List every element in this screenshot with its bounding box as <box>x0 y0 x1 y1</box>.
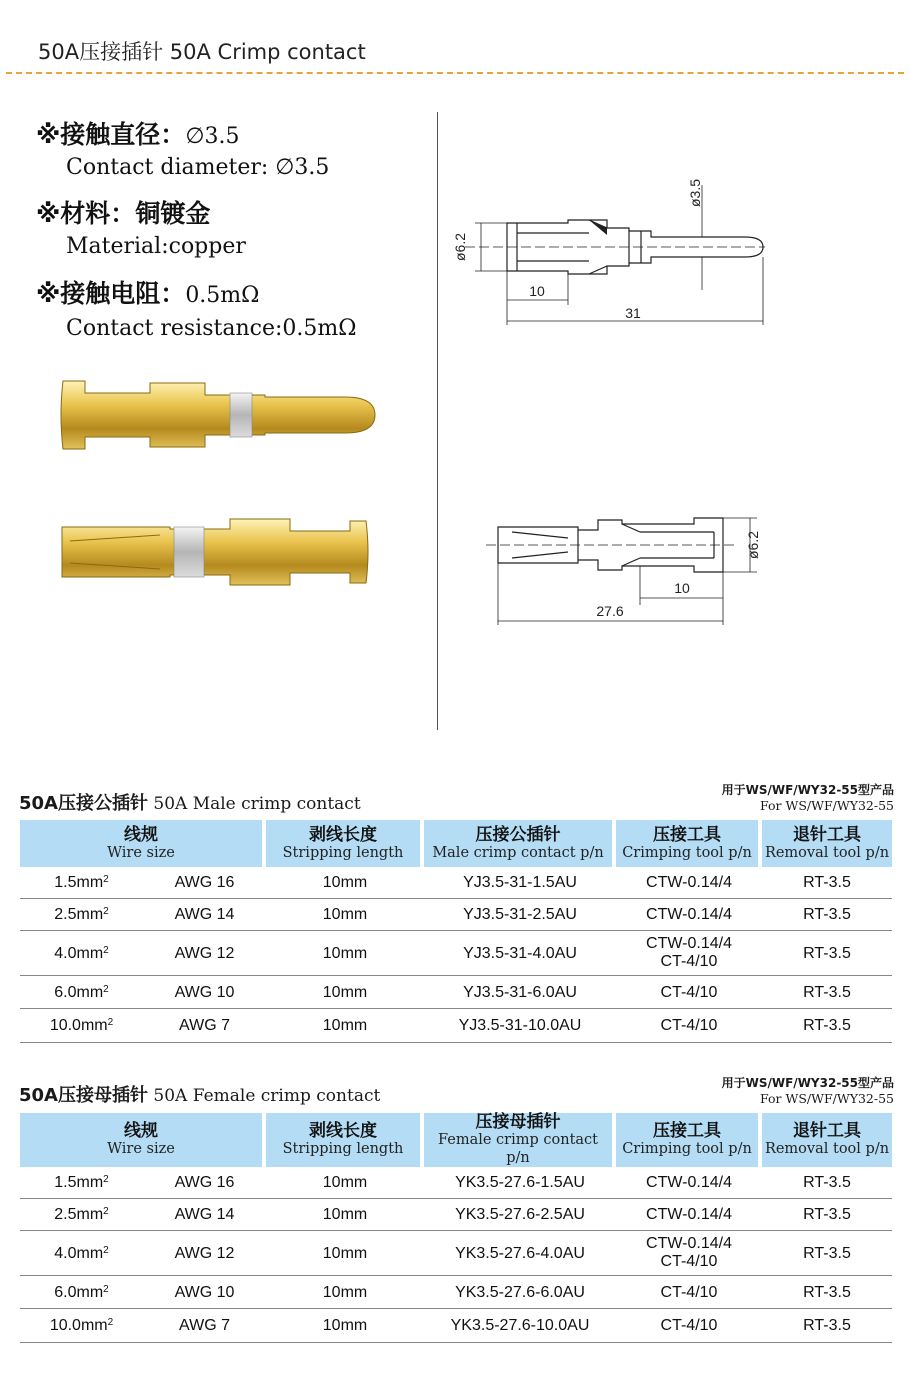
page-title: 50A压接插针 50A Crimp contact <box>38 40 366 64</box>
spec-material-en: Material:copper <box>66 234 246 259</box>
male-table-note-cn: 用于WS/WF/WY32-55型产品 <box>721 783 894 797</box>
spec-diameter-label: ※接触直径： <box>36 120 186 149</box>
spec-resistance-cn <box>36 274 259 310</box>
female-contact-photo <box>60 517 372 587</box>
male-table-title-en: 50A Male crimp contact <box>153 794 361 814</box>
female-table-title <box>19 1081 380 1107</box>
male-table-note <box>722 783 894 813</box>
male-table-note-en: For WS/WF/WY32-55 <box>760 798 894 813</box>
male-col-wire-size: 线规 Wire size <box>20 820 266 867</box>
male-table-title <box>19 789 361 815</box>
male-col-removal-tool: 退针工具 Removal tool p/n <box>762 820 892 867</box>
male-table-title-cn: 50A压接公插针 <box>19 793 148 814</box>
male-total-length-label: 31 <box>625 305 641 321</box>
table-row: $4.0mm^2$ AWG 12 10mm YK3.5-27.6-4.0AU CTW-0.14/4 CT-4/10 RT-3.5 <box>20 1231 892 1276</box>
spec-material-label: ※材料： <box>36 199 136 228</box>
female-col-part-number: 压接母插针 Female crimp contact p/n <box>424 1113 616 1167</box>
female-table-note <box>722 1076 894 1106</box>
table-row: $10.0mm^2$ AWG 7 10mm YJ3.5-31-10.0AU CT-4/10 RT-3.5 <box>20 1009 892 1043</box>
table-row: $2.5mm^2$ AWG 14 10mm YJ3.5-31-2.5AU CTW-0.14/4 RT-3.5 <box>20 899 892 931</box>
spec-material-value: 铜镀金 <box>135 199 211 228</box>
female-col-removal-tool: 退针工具 Removal tool p/n <box>762 1113 892 1167</box>
male-col-crimp-tool: 压接工具 Crimping tool p/n <box>616 820 762 867</box>
table-row: $1.5mm^2$ AWG 16 10mm YJ3.5-31-1.5AU CTW-0.14/4 RT-3.5 <box>20 867 892 899</box>
female-total-length-label: 27.6 <box>596 603 624 619</box>
female-table-note-en: For WS/WF/WY32-55 <box>760 1091 894 1106</box>
spec-diameter-cn <box>36 115 239 151</box>
spec-diameter-en: Contact diameter: ∅3.5 <box>66 155 330 180</box>
male-col-stripping: 剥线长度 Stripping length <box>266 820 424 867</box>
male-pin-diameter-label: ø3.5 <box>687 178 703 208</box>
female-table-note-cn: 用于WS/WF/WY32-55型产品 <box>721 1076 894 1090</box>
table-row: $4.0mm^2$ AWG 12 10mm YJ3.5-31-4.0AU CTW-0.14/4 CT-4/10 RT-3.5 <box>20 931 892 976</box>
male-contact-photo <box>55 375 385 455</box>
female-contact-drawing <box>482 510 782 630</box>
female-col-stripping: 剥线长度 Stripping length <box>266 1113 424 1167</box>
female-contact-table <box>20 1113 892 1343</box>
spec-diameter-value: ∅3.5 <box>185 124 240 149</box>
spec-material-cn <box>36 194 210 230</box>
vertical-divider <box>437 112 438 730</box>
table-row: $2.5mm^2$ AWG 14 10mm YK3.5-27.6-2.5AU CTW-0.14/4 RT-3.5 <box>20 1199 892 1231</box>
title-divider <box>6 72 904 74</box>
female-col-wire-size: 线规 Wire size <box>20 1113 266 1167</box>
table-row: $6.0mm^2$ AWG 10 10mm YK3.5-27.6-6.0AU CT-4/10 RT-3.5 <box>20 1276 892 1309</box>
male-body-diameter-label: ø6.2 <box>452 232 468 262</box>
female-strip-length-label: 10 <box>674 580 690 596</box>
female-body-diameter-label: ø6.2 <box>745 530 761 560</box>
spec-resistance-value: 0.5mΩ <box>185 283 260 308</box>
male-contact-table <box>20 820 892 1043</box>
male-contact-drawing <box>445 165 775 335</box>
table-row: $10.0mm^2$ AWG 7 10mm YK3.5-27.6-10.0AU CT-4/10 RT-3.5 <box>20 1309 892 1343</box>
spec-resistance-label: ※接触电阻： <box>36 279 186 308</box>
table-row: $6.0mm^2$ AWG 10 10mm YJ3.5-31-6.0AU CT-4/10 RT-3.5 <box>20 976 892 1009</box>
male-strip-length-label: 10 <box>529 283 545 299</box>
male-col-part-number: 压接公插针 Male crimp contact p/n <box>424 820 616 867</box>
spec-resistance-en: Contact resistance:0.5mΩ <box>66 316 357 341</box>
table-row: $1.5mm^2$ AWG 16 10mm YK3.5-27.6-1.5AU CTW-0.14/4 RT-3.5 <box>20 1167 892 1199</box>
female-table-title-en: 50A Female crimp contact <box>153 1086 381 1106</box>
female-table-title-cn: 50A压接母插针 <box>19 1085 148 1106</box>
female-col-crimp-tool: 压接工具 Crimping tool p/n <box>616 1113 762 1167</box>
